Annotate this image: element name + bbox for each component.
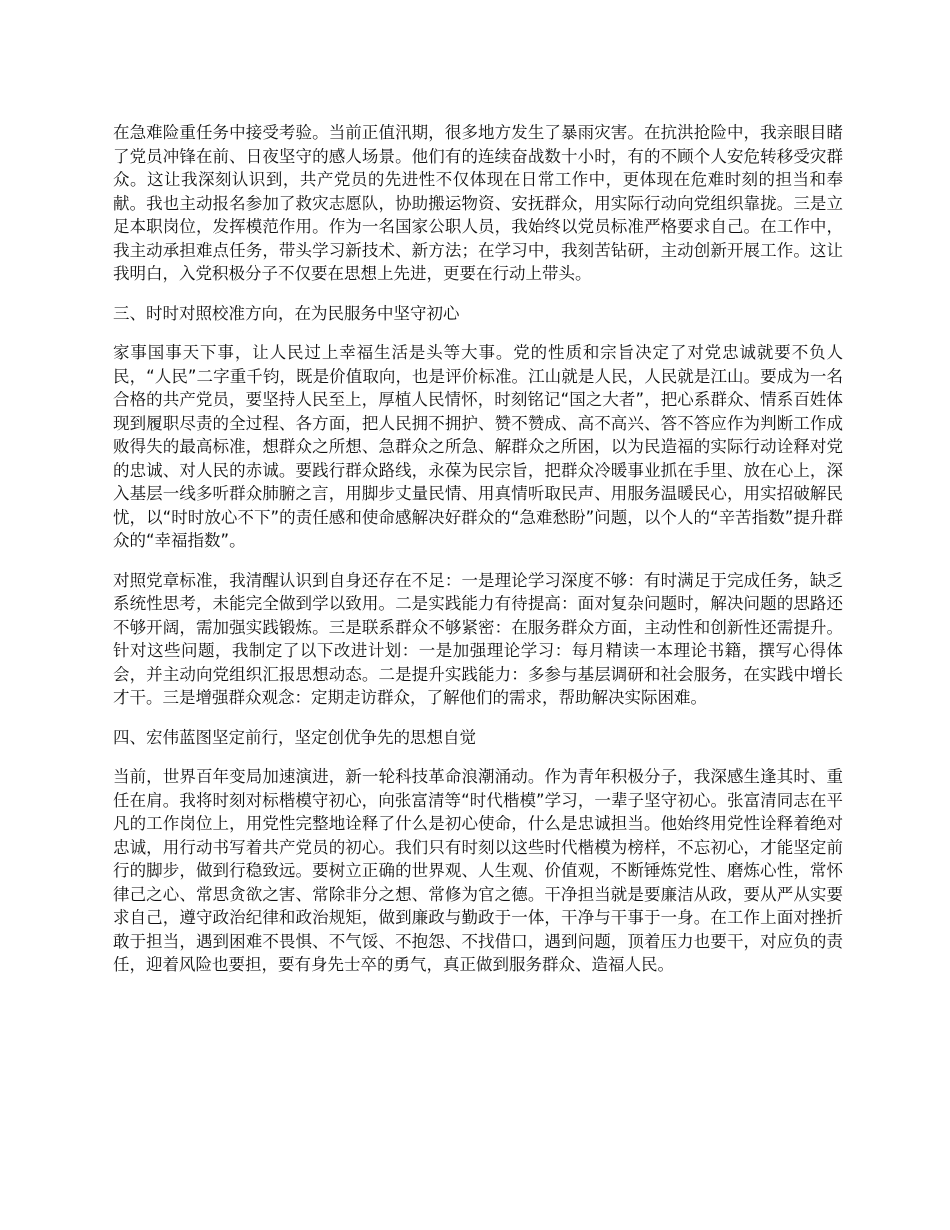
- paragraph-body: 家事国事天下事，让人民过上幸福生活是头等大事。党的性质和宗旨决定了对党忠诚就要不负人民，“人民”二字重千钧，既是价值取向，也是评价标准。江山就是人民，人民就是江山。要成为一名合格的共产党员，要坚持人民至上，厚植人民情怀，时刻铭记“国之大者”，把心系群众、情系百姓体现到履职尽责的全过程、各方面，把人民拥不拥护、赞不赞成、高不高兴、答不答应作为判断工作成败得失的最高标准，想群众之所想、急群众之所急、解群众之所困，以为民造福的实际行动诠释对党的忠诚、对人民的赤诚。要践行群众路线，永葆为民宗旨，把群众冷暖事业抓在手里、放在心上，深入基层一线多听群众肺腑之言，用脚步丈量民情、用真情听取民声、用服务温暖民心，用实招破解民忧，以“时时放心不下”的责任感和使命感解决好群众的“急难愁盼”问题，以个人的“辛苦指数”提升群众的“幸福指数”。: [113, 343, 843, 550]
- section-heading-three: 三、时时对照校准方向，在为民服务中坚守初心: [113, 303, 460, 323]
- paragraph-body: 对照党章标准，我清醒认识到自身还存在不足：一是理论学习深度不够：有时满足于完成任务，缺乏系统性思考，未能完全做到学以致用。二是实践能力有待提高：面对复杂问题时，解决问题的思路还不够开阔，需加强实践锻炼。三是联系群众不够紧密：在服务群众方面，主动性和创新性还需提升。针对这些问题，我制定了以下改进计划：一是加强理论学习：每月精读一本理论书籍，撰写心得体会，并主动向党组织汇报思想动态。二是提升实践能力：多参与基层调研和社会服务，在实践中增长才干。三是增强群众观念：定期走访群众，了解他们的需求，帮助解决实际困难。: [113, 570, 843, 707]
- paragraph-body: 当前，世界百年变局加速演进，新一轮科技革命浪潮涌动。作为青年积极分子，我深感生逢其时、重任在肩。我将时刻对标楷模守初心，向张富清等“时代楷模”学习，一辈子坚守初心。张富清同志在平凡的工作岗位上，用党性完整地诠释了什么是初心使命，什么是忠诚担当。他始终用党性诠释着绝对忠诚，用行动书写着共产党员的初心。我们只有时刻以这些时代楷模为榜样，不忘初心，才能坚定前行的脚步，做到行稳致远。要树立正确的世界观、人生观、价值观，不断锤炼党性、磨炼心性，常怀律己之心、常思贪欲之害、常除非分之想、常修为官之德。干净担当就是要廉洁从政，要从严从实要求自己，遵守政治纪律和政治规矩，做到廉政与勤政于一体，干净与干事于一身。在工作上面对挫折敢于担当，遇到困难不畏惧、不气馁、不抱怨、不找借口，遇到问题，顶着压力也要干，对应负的责任，迎着风险也要担，要有身先士卒的勇气，真正做到服务群众、造福人民。: [113, 767, 843, 974]
- paragraph-body: 在急难险重任务中接受考验。当前正值汛期，很多地方发生了暴雨灾害。在抗洪抢险中，我亲眼目睹了党员冲锋在前、日夜坚守的感人场景。他们有的连续奋战数十小时，有的不顾个人安危转移受灾群众。这让我深刻认识到，共产党员的先进性不仅体现在日常工作中，更体现在危难时刻的担当和奉献。我也主动报名参加了救灾志愿队，协助搬运物资、安抚群众，用实际行动向党组织靠拢。三是立足本职岗位，发挥模范作用。作为一名国家公职人员，我始终以党员标准严格要求自己。在工作中，我主动承担难点任务，带头学习新技术、新方法；在学习中，我刻苦钻研，主动创新开展工作。这让我明白，入党积极分子不仅要在思想上先进，更要在行动上带头。: [113, 123, 843, 283]
- document-page: [113, 121, 843, 993]
- section-heading-four: 四、宏伟蓝图坚定前行，坚定创优争先的思想自觉: [113, 727, 476, 747]
